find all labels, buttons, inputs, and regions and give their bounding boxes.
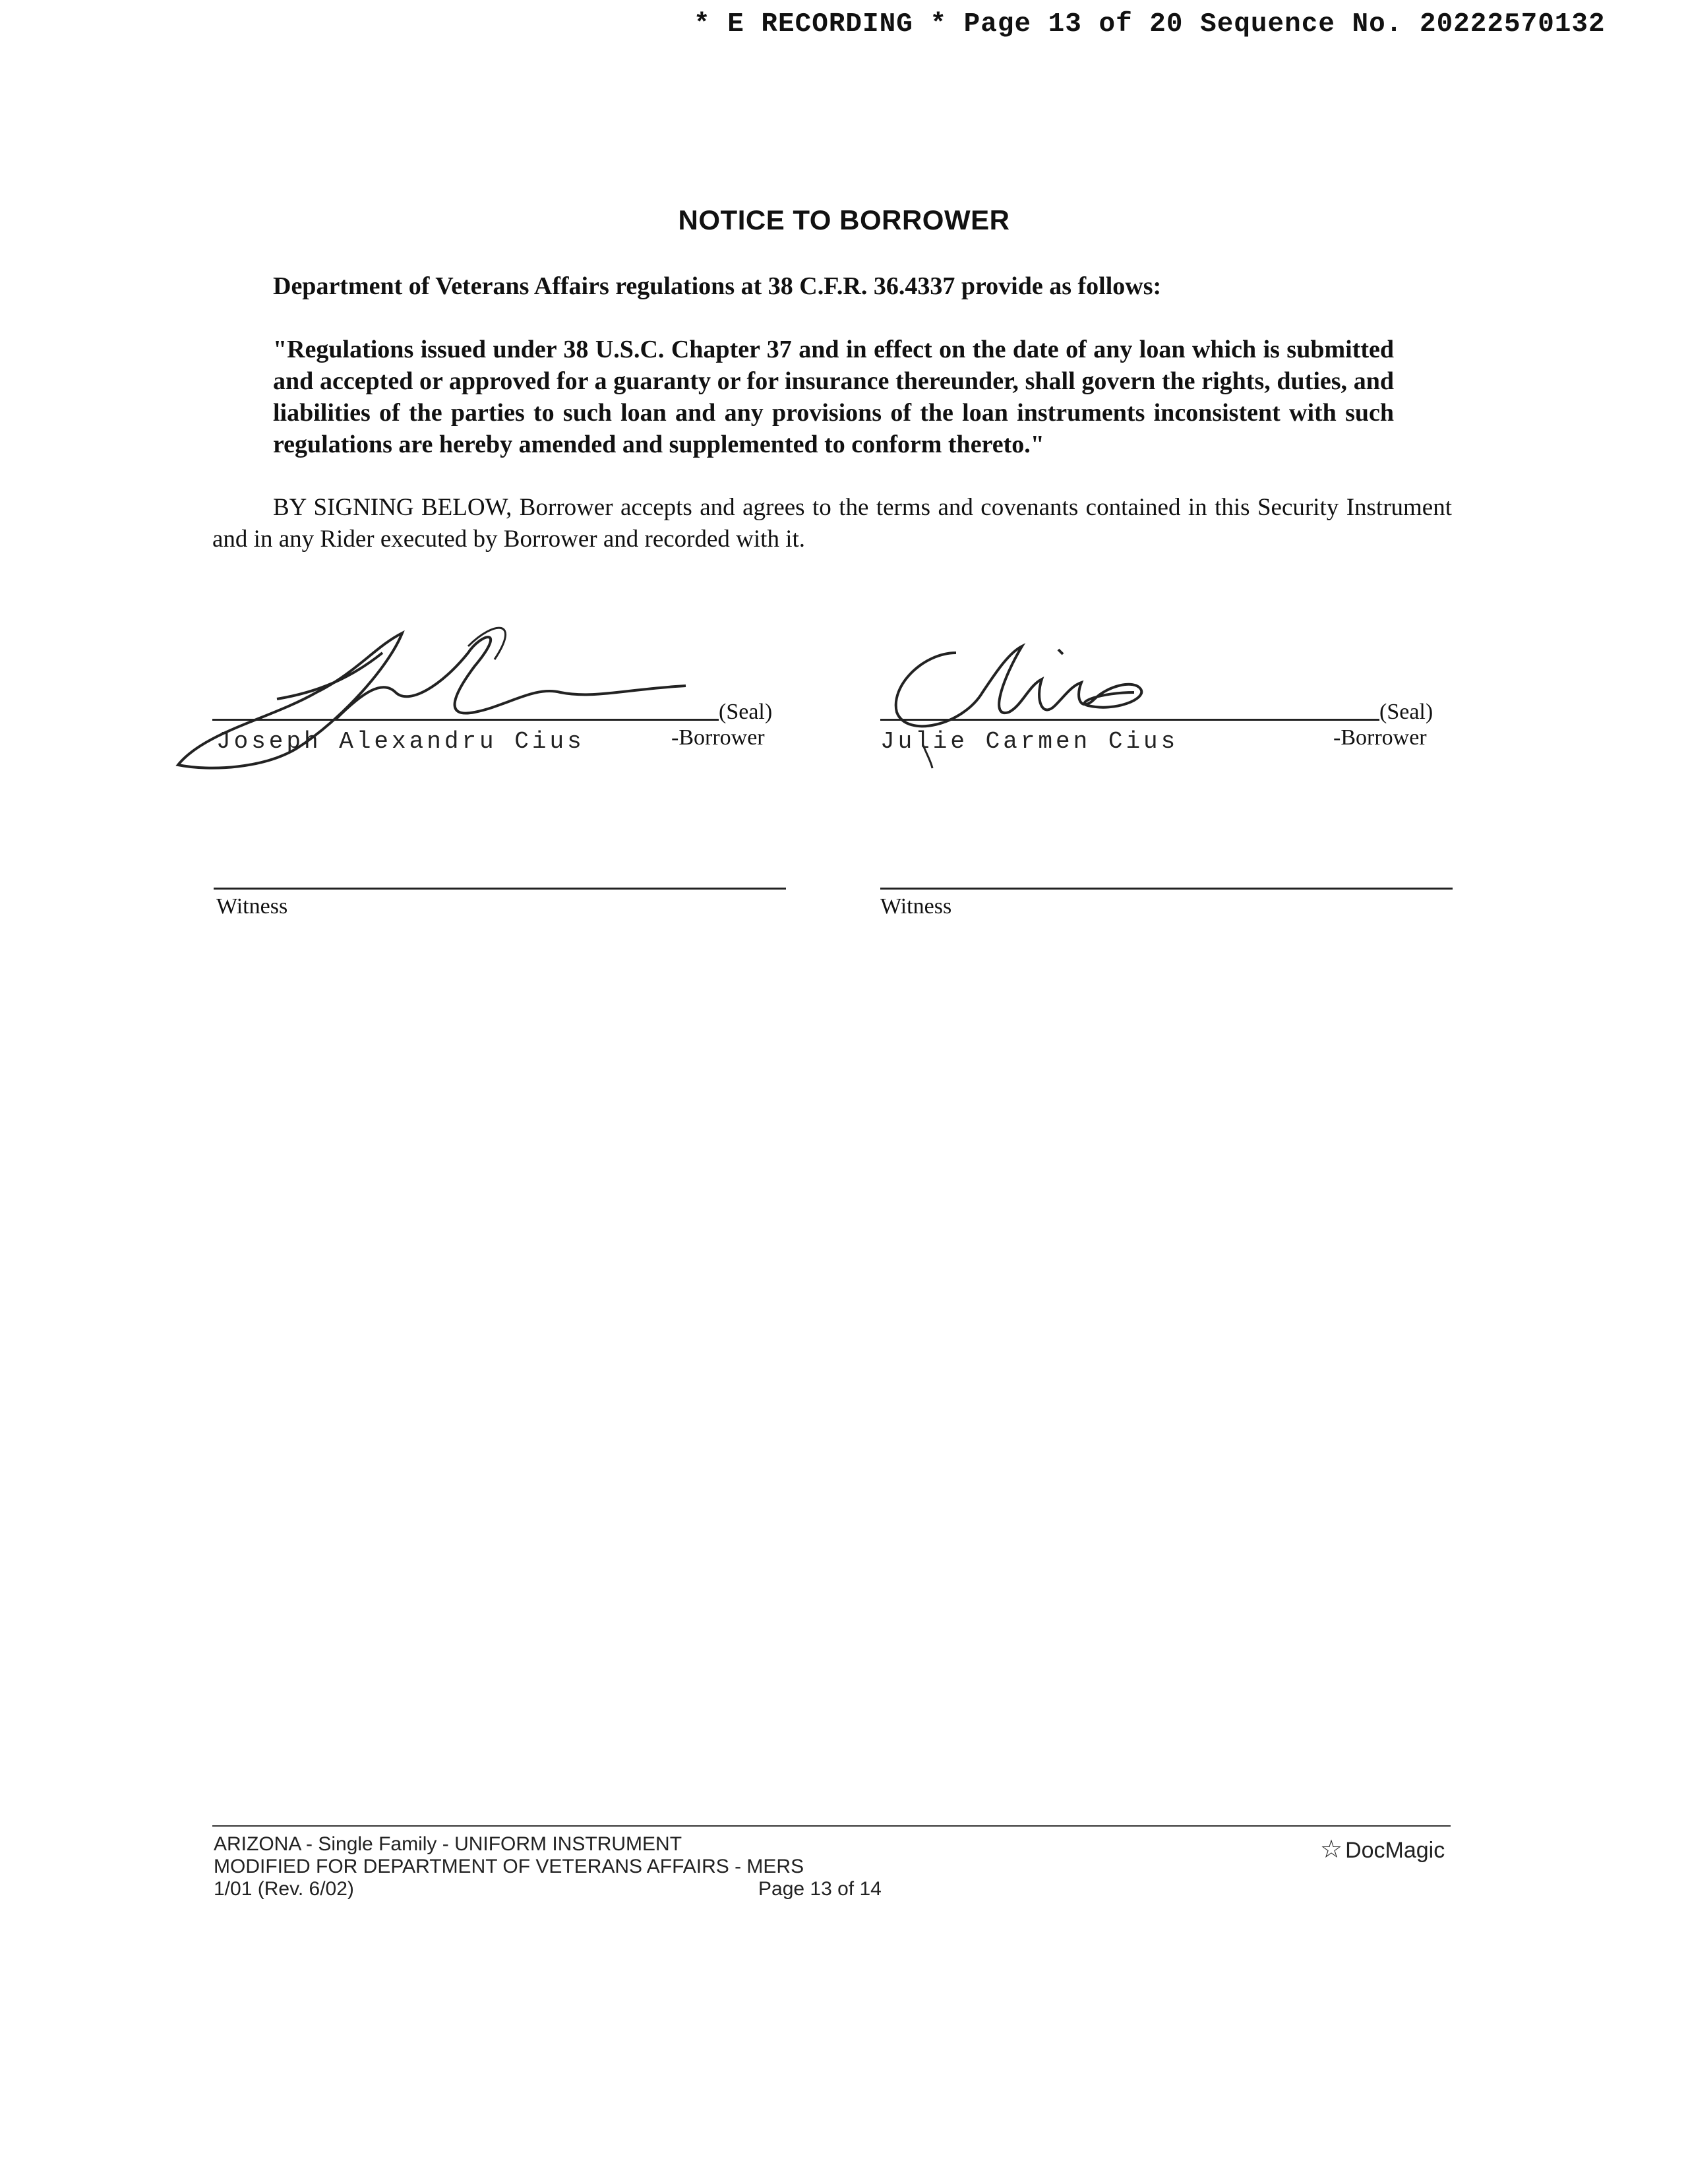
borrower-2-signature-line — [880, 719, 1379, 721]
footer-rule — [212, 1825, 1451, 1827]
footer-line-1: ARIZONA - Single Family - UNIFORM INSTRUMENT — [214, 1833, 682, 1855]
borrower-1-seal-label: (Seal) — [719, 700, 773, 724]
notice-title: NOTICE TO BORROWER — [678, 204, 1010, 235]
footer-line-2: MODIFIED FOR DEPARTMENT OF VETERANS AFFAIRS - MERS — [214, 1856, 804, 1877]
witness-right-line — [880, 888, 1453, 890]
borrower-1-role: -Borrower — [671, 725, 765, 750]
borrower-2-name: Julie Carmen Cius — [880, 728, 1179, 755]
docmagic-brand-text: DocMagic — [1345, 1838, 1445, 1863]
docmagic-logo — [1320, 1835, 1445, 1864]
borrower-2-role: -Borrower — [1333, 725, 1427, 750]
witness-right-label: Witness — [880, 894, 952, 919]
notice-intro: Department of Veterans Affairs regulations at 38 C.F.R. 36.4337 provide as follows: — [273, 272, 1162, 300]
borrower-1-handwritten-signature — [165, 607, 706, 785]
signing-paragraph: BY SIGNING BELOW, Borrower accepts and agrees to the terms and covenants contained in this Security Instrument and in any Rider executed by Borrower and recorded with it. — [212, 494, 1452, 553]
footer-page-number: Page 13 of 14 — [758, 1878, 882, 1900]
regulation-quote: "Regulations issued under 38 U.S.C. Chapter 37 and in effect on the date of any loan which is submitted and accepted or approved for a guaranty or for insurance thereunder, shall govern the rights, duties, and liabilities of the parties to such loan and any provisions of the loan instruments inconsistent with such regulations are hereby amended and supplemented to conform thereto." — [273, 336, 1394, 458]
witness-left-line — [214, 888, 786, 890]
footer-line-3: 1/01 (Rev. 6/02) — [214, 1878, 354, 1900]
witness-left-label: Witness — [216, 894, 288, 919]
star-icon: ☆ — [1320, 1836, 1343, 1864]
borrower-2-seal-label: (Seal) — [1379, 700, 1433, 724]
borrower-1-signature-line — [212, 719, 719, 721]
recording-stamp: * E RECORDING * Page 13 of 20 Sequence No. 20222570132 — [694, 9, 1606, 40]
borrower-1-name: Joseph Alexandru Cius — [216, 728, 585, 755]
